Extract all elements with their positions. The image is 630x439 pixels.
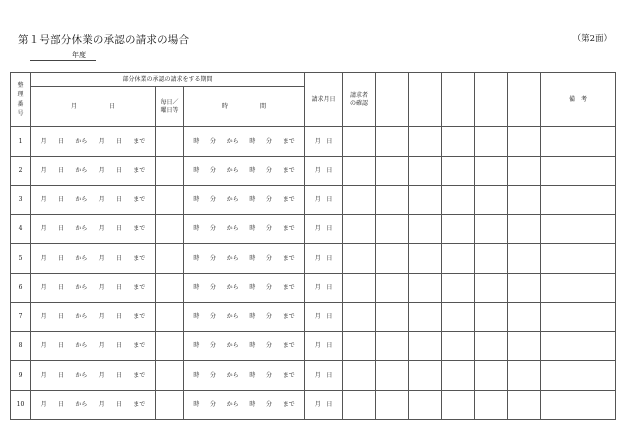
request-table [10, 72, 616, 420]
remarks-cell[interactable] [541, 244, 616, 273]
confirm-header: 請求者 の確認 [343, 73, 376, 127]
request-date-header: 請求月日 [305, 73, 343, 127]
time-range-label: 分 [210, 196, 217, 204]
date-range-label: 日 [57, 313, 64, 321]
confirm-cell[interactable] [343, 302, 376, 331]
date-range-label: まで [133, 254, 146, 262]
remarks-cell[interactable] [541, 332, 616, 361]
confirm-cell[interactable] [343, 215, 376, 244]
table-row [11, 332, 616, 361]
date-range-label: まで [133, 400, 146, 408]
date-range-label: 日 [57, 225, 64, 233]
date-range-label: 月 [40, 400, 47, 408]
request-date-label: 日 [326, 166, 333, 174]
blank-cell[interactable] [376, 361, 409, 390]
date-range-label: 日 [57, 196, 64, 204]
date-range-label: から [75, 313, 88, 321]
blank-cell[interactable] [475, 156, 508, 185]
request-date-label: 月 [314, 313, 321, 321]
time-range-label: 分 [266, 400, 273, 408]
request-date-label: 月 [314, 342, 321, 350]
time-header: 時 間 [184, 87, 305, 127]
date-range-label: 日 [115, 283, 122, 291]
time-range-label: 時 [193, 137, 200, 145]
remarks-cell[interactable] [541, 390, 616, 419]
remarks-cell[interactable] [541, 215, 616, 244]
time-range-label: まで [282, 283, 295, 291]
time-range-label: 分 [210, 137, 217, 145]
date-range-label: まで [133, 313, 146, 321]
blank-cell[interactable] [508, 332, 541, 361]
confirm-cell[interactable] [343, 273, 376, 302]
blank-header [409, 73, 442, 127]
row-number-cell [11, 185, 31, 214]
month-day-header: 月 日 [31, 87, 156, 127]
row-number-cell [11, 215, 31, 244]
time-range-label: 分 [210, 283, 217, 291]
request-date-label: 月 [314, 400, 321, 408]
blank-cell[interactable] [409, 361, 442, 390]
blank-cell[interactable] [409, 390, 442, 419]
row-number: 10 [16, 400, 25, 408]
request-date-label: 日 [326, 283, 333, 291]
date-range-label: 日 [115, 371, 122, 379]
date-range-label: 月 [98, 166, 105, 174]
weekday-cell[interactable] [156, 156, 184, 185]
time-range-label: 分 [266, 166, 273, 174]
date-range-label: 日 [115, 166, 122, 174]
time-range-label: 時 [193, 254, 200, 262]
header-row-1 [11, 73, 616, 87]
request-date-cell[interactable] [305, 215, 343, 244]
blank-cell[interactable] [376, 244, 409, 273]
date-range-label: 日 [57, 137, 64, 145]
row-number-cell [11, 361, 31, 390]
request-date-label: 日 [326, 254, 333, 262]
row-number-cell [11, 332, 31, 361]
blank-cell[interactable] [376, 302, 409, 331]
time-range-cell[interactable] [184, 273, 305, 302]
date-range-label: 月 [98, 225, 105, 233]
period-header: 部分休業の承認の請求をする期間 [31, 73, 305, 87]
remarks-header: 備 考 [541, 73, 616, 127]
weekday-cell[interactable] [156, 244, 184, 273]
row-number-cell [11, 244, 31, 273]
weekday-cell[interactable] [156, 215, 184, 244]
blank-cell[interactable] [475, 390, 508, 419]
time-range-cell[interactable] [184, 302, 305, 331]
blank-cell[interactable] [376, 127, 409, 156]
date-range-label: 月 [40, 342, 47, 350]
date-range-cell[interactable] [31, 215, 156, 244]
request-date-label: 月 [314, 196, 321, 204]
remarks-cell[interactable] [541, 156, 616, 185]
time-range-label: 時 [193, 166, 200, 174]
row-number-cell [11, 302, 31, 331]
date-range-label: から [75, 254, 88, 262]
blank-cell[interactable] [475, 244, 508, 273]
request-date-cell[interactable] [305, 390, 343, 419]
blank-cell[interactable] [508, 361, 541, 390]
table-row [11, 244, 616, 273]
row-number: 4 [18, 225, 23, 233]
request-date-label: 日 [326, 137, 333, 145]
time-range-cell[interactable] [184, 332, 305, 361]
request-date-cell[interactable] [305, 244, 343, 273]
weekday-cell[interactable] [156, 185, 184, 214]
time-range-label: 時 [193, 342, 200, 350]
blank-cell[interactable] [442, 215, 475, 244]
time-range-label: 時 [249, 196, 256, 204]
date-range-label: 日 [57, 371, 64, 379]
time-range-cell[interactable] [184, 127, 305, 156]
time-range-label: 分 [266, 254, 273, 262]
time-range-label: 時 [193, 313, 200, 321]
time-range-label: まで [282, 313, 295, 321]
blank-header [508, 73, 541, 127]
date-range-label: まで [133, 166, 146, 174]
blank-cell[interactable] [376, 273, 409, 302]
blank-cell[interactable] [475, 302, 508, 331]
time-range-cell[interactable] [184, 215, 305, 244]
date-range-label: 月 [98, 400, 105, 408]
time-range-label: から [226, 166, 239, 174]
remarks-cell[interactable] [541, 127, 616, 156]
request-date-label: 日 [326, 342, 333, 350]
blank-cell[interactable] [475, 361, 508, 390]
date-range-label: 月 [40, 371, 47, 379]
time-range-label: 分 [210, 254, 217, 262]
request-date-label: 月 [314, 166, 321, 174]
blank-cell[interactable] [442, 185, 475, 214]
time-range-label: 時 [249, 342, 256, 350]
table-row [11, 127, 616, 156]
time-range-label: まで [282, 342, 295, 350]
blank-cell[interactable] [442, 127, 475, 156]
remarks-cell[interactable] [541, 361, 616, 390]
blank-cell[interactable] [409, 302, 442, 331]
request-date-cell[interactable] [305, 156, 343, 185]
seiri-header: 整 理 番 号 [11, 73, 31, 127]
request-date-label: 日 [326, 400, 333, 408]
date-range-label: から [75, 225, 88, 233]
blank-cell[interactable] [409, 332, 442, 361]
date-range-label: まで [133, 225, 146, 233]
date-range-label: 月 [98, 196, 105, 204]
weekday-cell[interactable] [156, 361, 184, 390]
page-number: （第2面） [572, 34, 612, 44]
time-range-label: から [226, 313, 239, 321]
confirm-cell[interactable] [343, 390, 376, 419]
time-range-label: まで [282, 400, 295, 408]
request-date-label: 日 [326, 196, 333, 204]
confirm-cell[interactable] [343, 361, 376, 390]
date-range-label: から [75, 342, 88, 350]
time-range-label: まで [282, 371, 295, 379]
table-row [11, 361, 616, 390]
blank-cell[interactable] [442, 273, 475, 302]
year-label: 年度 [72, 51, 86, 59]
confirm-cell[interactable] [343, 185, 376, 214]
time-range-label: 分 [210, 371, 217, 379]
blank-cell[interactable] [475, 215, 508, 244]
request-date-cell[interactable] [305, 273, 343, 302]
weekday-cell[interactable] [156, 273, 184, 302]
time-range-label: 分 [266, 342, 273, 350]
row-number-cell [11, 390, 31, 419]
time-range-label: まで [282, 166, 295, 174]
time-range-label: から [226, 400, 239, 408]
row-number: 2 [18, 166, 23, 174]
time-range-label: 時 [249, 225, 256, 233]
date-range-label: まで [133, 342, 146, 350]
time-range-cell[interactable] [184, 390, 305, 419]
row-number: 9 [18, 371, 23, 379]
remarks-cell[interactable] [541, 273, 616, 302]
time-range-label: 時 [249, 254, 256, 262]
weekday-cell[interactable] [156, 302, 184, 331]
date-range-label: から [75, 283, 88, 291]
time-range-label: 時 [249, 166, 256, 174]
time-range-label: 時 [249, 371, 256, 379]
time-range-label: まで [282, 225, 295, 233]
row-number: 3 [18, 196, 23, 204]
date-range-label: 月 [40, 283, 47, 291]
date-range-cell[interactable] [31, 390, 156, 419]
table-row [11, 185, 616, 214]
request-date-label: 月 [314, 283, 321, 291]
blank-cell[interactable] [475, 332, 508, 361]
time-range-label: 時 [193, 196, 200, 204]
date-range-label: 日 [115, 313, 122, 321]
blank-cell[interactable] [508, 302, 541, 331]
time-range-label: 分 [266, 196, 273, 204]
request-date-label: 日 [326, 371, 333, 379]
blank-cell[interactable] [475, 127, 508, 156]
confirm-cell[interactable] [343, 127, 376, 156]
time-range-label: 分 [266, 283, 273, 291]
date-range-label: 月 [98, 342, 105, 350]
row-number-cell [11, 156, 31, 185]
date-range-label: 月 [40, 196, 47, 204]
row-number: 7 [18, 313, 23, 321]
row-number-cell [11, 273, 31, 302]
blank-header [376, 73, 409, 127]
blank-cell[interactable] [508, 244, 541, 273]
confirm-cell[interactable] [343, 156, 376, 185]
request-date-label: 日 [326, 225, 333, 233]
date-range-label: 日 [115, 196, 122, 204]
time-range-label: 分 [210, 225, 217, 233]
time-range-label: 分 [210, 400, 217, 408]
time-range-label: から [226, 342, 239, 350]
time-range-label: まで [282, 254, 295, 262]
time-range-label: 分 [266, 371, 273, 379]
date-range-label: から [75, 371, 88, 379]
date-range-label: 日 [115, 400, 122, 408]
remarks-cell[interactable] [541, 185, 616, 214]
request-date-label: 月 [314, 371, 321, 379]
date-range-label: 日 [57, 400, 64, 408]
request-date-cell[interactable] [305, 185, 343, 214]
time-range-label: 時 [193, 225, 200, 233]
confirm-cell[interactable] [343, 332, 376, 361]
time-range-label: から [226, 254, 239, 262]
time-range-label: 分 [266, 137, 273, 145]
blank-cell[interactable] [475, 185, 508, 214]
date-range-label: から [75, 137, 88, 145]
time-range-label: 分 [266, 225, 273, 233]
request-date-label: 月 [314, 137, 321, 145]
blank-header [442, 73, 475, 127]
weekday-cell[interactable] [156, 127, 184, 156]
date-range-label: 月 [40, 254, 47, 262]
blank-cell[interactable] [376, 156, 409, 185]
blank-header [475, 73, 508, 127]
date-range-cell[interactable] [31, 361, 156, 390]
blank-cell[interactable] [442, 361, 475, 390]
date-range-label: 月 [98, 254, 105, 262]
date-range-label: まで [133, 283, 146, 291]
date-range-label: から [75, 166, 88, 174]
date-range-label: 日 [115, 137, 122, 145]
time-range-label: から [226, 371, 239, 379]
request-date-cell[interactable] [305, 302, 343, 331]
time-range-label: 時 [249, 283, 256, 291]
table-row [11, 302, 616, 331]
blank-cell[interactable] [508, 185, 541, 214]
time-range-label: から [226, 225, 239, 233]
request-date-label: 月 [314, 225, 321, 233]
date-range-label: から [75, 196, 88, 204]
date-range-cell[interactable] [31, 156, 156, 185]
table-row [11, 215, 616, 244]
date-range-label: 月 [98, 137, 105, 145]
time-range-label: から [226, 196, 239, 204]
blank-cell[interactable] [508, 215, 541, 244]
request-date-cell[interactable] [305, 127, 343, 156]
time-range-cell[interactable] [184, 185, 305, 214]
row-number: 8 [18, 342, 23, 350]
time-range-label: 分 [210, 166, 217, 174]
time-range-cell[interactable] [184, 156, 305, 185]
blank-cell[interactable] [376, 215, 409, 244]
confirm-cell[interactable] [343, 244, 376, 273]
date-range-label: 月 [98, 371, 105, 379]
year-underline [30, 60, 96, 61]
date-range-label: まで [133, 196, 146, 204]
time-range-label: 分 [210, 313, 217, 321]
date-range-label: 日 [115, 254, 122, 262]
date-range-label: から [75, 400, 88, 408]
form-title: 第１号部分休業の承認の請求の場合 [18, 34, 190, 46]
daily-weekday-header: 毎日／ 曜日等 [156, 87, 184, 127]
weekday-cell[interactable] [156, 390, 184, 419]
row-number: 5 [18, 254, 23, 262]
date-range-label: 月 [40, 137, 47, 145]
date-range-cell[interactable] [31, 332, 156, 361]
date-range-label: まで [133, 137, 146, 145]
row-number: 6 [18, 283, 23, 291]
date-range-cell[interactable] [31, 185, 156, 214]
date-range-cell[interactable] [31, 273, 156, 302]
blank-cell[interactable] [508, 273, 541, 302]
table-row [11, 156, 616, 185]
blank-cell[interactable] [508, 127, 541, 156]
time-range-cell[interactable] [184, 361, 305, 390]
date-range-label: まで [133, 371, 146, 379]
time-range-label: から [226, 137, 239, 145]
blank-cell[interactable] [376, 390, 409, 419]
time-range-label: 時 [249, 137, 256, 145]
blank-cell[interactable] [409, 185, 442, 214]
request-date-cell[interactable] [305, 332, 343, 361]
row-number: 1 [18, 137, 23, 145]
request-date-label: 月 [314, 254, 321, 262]
blank-cell[interactable] [475, 273, 508, 302]
time-range-label: まで [282, 137, 295, 145]
date-range-label: 日 [57, 166, 64, 174]
blank-cell[interactable] [409, 244, 442, 273]
time-range-cell[interactable] [184, 244, 305, 273]
date-range-label: 日 [57, 254, 64, 262]
date-range-cell[interactable] [31, 127, 156, 156]
date-range-label: 月 [98, 283, 105, 291]
blank-cell[interactable] [442, 244, 475, 273]
time-range-label: 時 [193, 283, 200, 291]
blank-cell[interactable] [409, 127, 442, 156]
blank-cell[interactable] [376, 185, 409, 214]
time-range-label: 時 [249, 313, 256, 321]
blank-cell[interactable] [508, 156, 541, 185]
blank-cell[interactable] [409, 273, 442, 302]
time-range-label: 時 [249, 400, 256, 408]
date-range-cell[interactable] [31, 244, 156, 273]
table-row [11, 273, 616, 302]
time-range-label: 分 [210, 342, 217, 350]
blank-cell[interactable] [409, 156, 442, 185]
blank-cell[interactable] [442, 156, 475, 185]
blank-cell[interactable] [442, 302, 475, 331]
time-range-label: まで [282, 196, 295, 204]
date-range-label: 日 [57, 342, 64, 350]
date-range-label: 月 [40, 313, 47, 321]
request-date-cell[interactable] [305, 361, 343, 390]
request-date-label: 日 [326, 313, 333, 321]
date-range-label: 月 [40, 225, 47, 233]
table-row [11, 390, 616, 419]
date-range-label: 日 [57, 283, 64, 291]
time-range-label: 時 [193, 371, 200, 379]
blank-cell[interactable] [409, 215, 442, 244]
blank-cell[interactable] [442, 332, 475, 361]
date-range-label: 日 [115, 342, 122, 350]
date-range-label: 月 [40, 166, 47, 174]
time-range-label: 時 [193, 400, 200, 408]
date-range-label: 日 [115, 225, 122, 233]
time-range-label: から [226, 283, 239, 291]
row-number-cell [11, 127, 31, 156]
date-range-label: 月 [98, 313, 105, 321]
date-range-cell[interactable] [31, 302, 156, 331]
remarks-cell[interactable] [541, 302, 616, 331]
blank-cell[interactable] [508, 390, 541, 419]
blank-cell[interactable] [442, 390, 475, 419]
time-range-label: 分 [266, 313, 273, 321]
blank-cell[interactable] [376, 332, 409, 361]
weekday-cell[interactable] [156, 332, 184, 361]
